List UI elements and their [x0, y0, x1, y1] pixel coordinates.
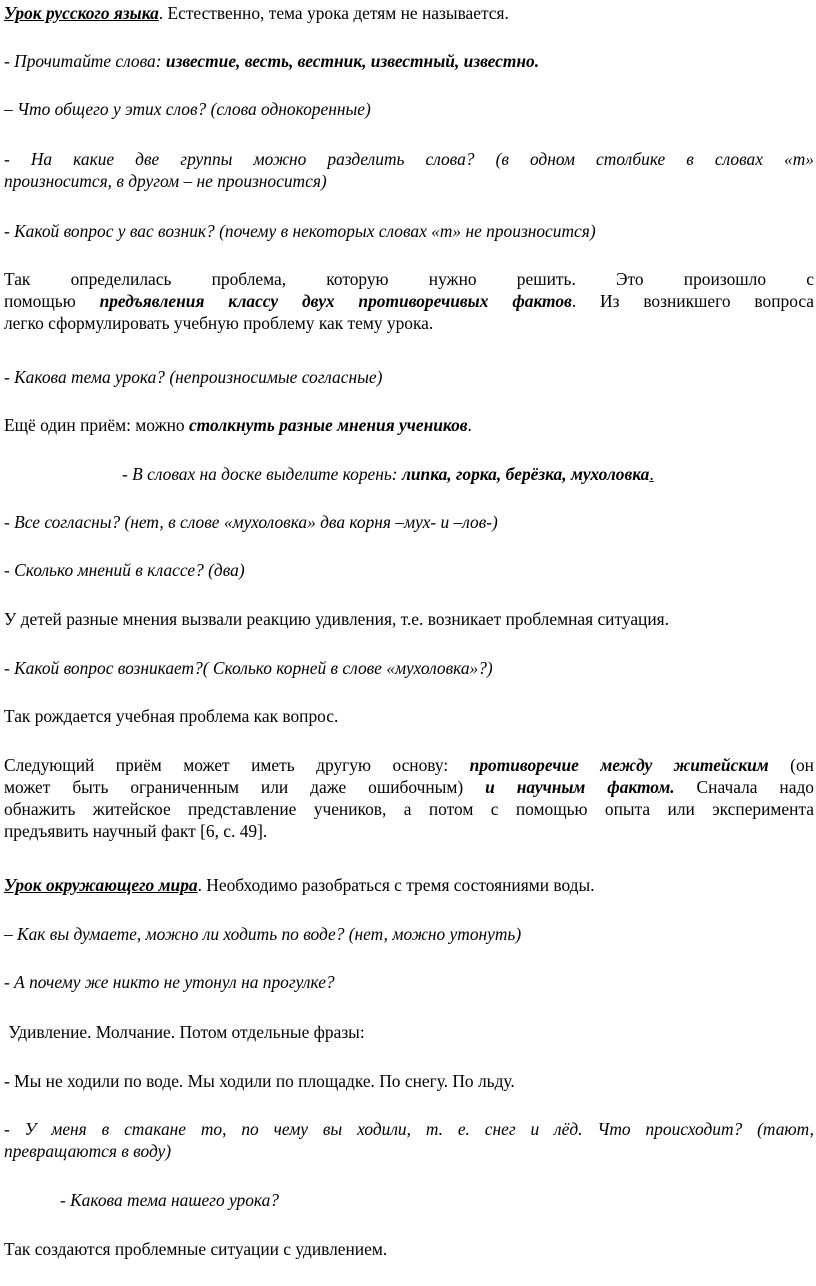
text-line: - На какие две группы можно разделить слова? (в одном столбике в словах «т»: [4, 149, 814, 169]
paragraph-walk-on-water: – Как вы думаете, можно ли ходить по воде? (нет, можно утонуть): [4, 924, 522, 944]
emphasis: и научным фактом.: [485, 777, 675, 797]
paragraph-all-agree: - Все согласны? (нет, в слове «мухоловка» два корня –мух- и –лов-): [4, 512, 498, 532]
text: - В словах на доске выделите корень:: [122, 464, 402, 484]
paragraph-surprise: Удивление. Молчание. Потом отдельные фразы:: [4, 1022, 365, 1042]
paragraph-different-opinions: У детей разные мнения вызвали реакцию удивления, т.е. возникает проблемная ситуация.: [4, 609, 669, 629]
text: - Прочитайте слова:: [4, 51, 166, 71]
paragraph-next-technique: [4, 754, 814, 842]
text-line: - У меня в стакане то, по чему вы ходили, т. е. снег и лёд. Что происходит? (тают,: [4, 1119, 814, 1139]
paragraph-lesson-topic: - Какова тема нашего урока?: [60, 1190, 279, 1210]
text: .: [467, 415, 472, 435]
paragraph-problem-defined: [4, 268, 814, 334]
text: Ещё один приём: можно: [4, 415, 189, 435]
text: может быть ограниченным или даже ошибочным): [4, 777, 486, 797]
emphasis: столкнуть разные мнения учеников: [188, 415, 468, 435]
paragraph-world-lesson-intro: [4, 874, 814, 896]
word-list: липка, горка, берёзка, мухоловка: [401, 464, 650, 484]
paragraph-russian-lesson-intro: [4, 2, 814, 24]
paragraph-problem-as-question: Так рождается учебная проблема как вопрос.: [4, 706, 339, 726]
paragraph-common-question: – Что общего у этих слов? (слова однокоренные): [4, 99, 371, 119]
paragraph-lesson-topic-question: - Какова тема урока? (непроизносимые согласные): [4, 367, 383, 387]
text-line: [4, 290, 814, 312]
paragraph-highlight-root: [122, 463, 812, 485]
paragraph-we-didnt-walk: - Мы не ходили по воде. Мы ходили по площадке. По снегу. По льду.: [4, 1071, 515, 1091]
text-line: обнажить житейское представление учеников, а потом с помощью опыта или эксперимента: [4, 799, 814, 819]
paragraph-how-many-opinions: - Сколько мнений в классе? (два): [4, 560, 245, 580]
text-line: превращаются в воду): [4, 1141, 172, 1161]
emphasis: противоречие между житейским: [469, 755, 769, 775]
text: . Необходимо разобраться с тремя состояниями воды.: [197, 875, 595, 895]
paragraph-another-technique: [4, 414, 814, 436]
paragraph-two-groups: [4, 148, 814, 192]
paragraph-conclusion: Так создаются проблемные ситуации с удивлением.: [4, 1239, 388, 1259]
text: (он: [768, 755, 814, 775]
emphasis: предъявления классу двух противоречивых фактов: [99, 291, 572, 311]
paragraph-read-words: [4, 50, 814, 72]
text: . Из возникшего вопроса: [571, 291, 814, 311]
heading-russian-lesson: Урок русского языка: [4, 3, 159, 23]
heading-world-lesson: Урок окружающего мира: [4, 875, 198, 895]
text-line: предъявить научный факт [6, с. 49].: [4, 821, 268, 841]
text: Сначала надо: [674, 777, 814, 797]
paragraph-question-arose: - Какой вопрос у вас возник? (почему в некоторых словах «т» не произносится): [4, 221, 596, 241]
text-line: легко сформулировать учебную проблему как тему урока.: [4, 313, 434, 333]
text-line: [4, 754, 814, 776]
paragraph-in-my-glass: [4, 1118, 814, 1162]
text-line: [4, 776, 814, 798]
text: Следующий приём может иметь другую основу:: [4, 755, 470, 775]
text: . Естественно, тема урока детям не называется.: [158, 3, 509, 23]
text: помощью: [4, 291, 100, 311]
text: .: [649, 464, 654, 484]
word-list: известие, весть, вестник, известный, известно.: [165, 51, 540, 71]
text-line: Так определилась проблема, которую нужно решить. Это произошло с: [4, 269, 814, 289]
text-line: произносится, в другом – не произносится): [4, 171, 327, 191]
paragraph-why-no-one-drowned: - А почему же никто не утонул на прогулке?: [4, 972, 335, 992]
paragraph-what-question: - Какой вопрос возникает?( Сколько корней в слове «мухоловка»?): [4, 658, 493, 678]
